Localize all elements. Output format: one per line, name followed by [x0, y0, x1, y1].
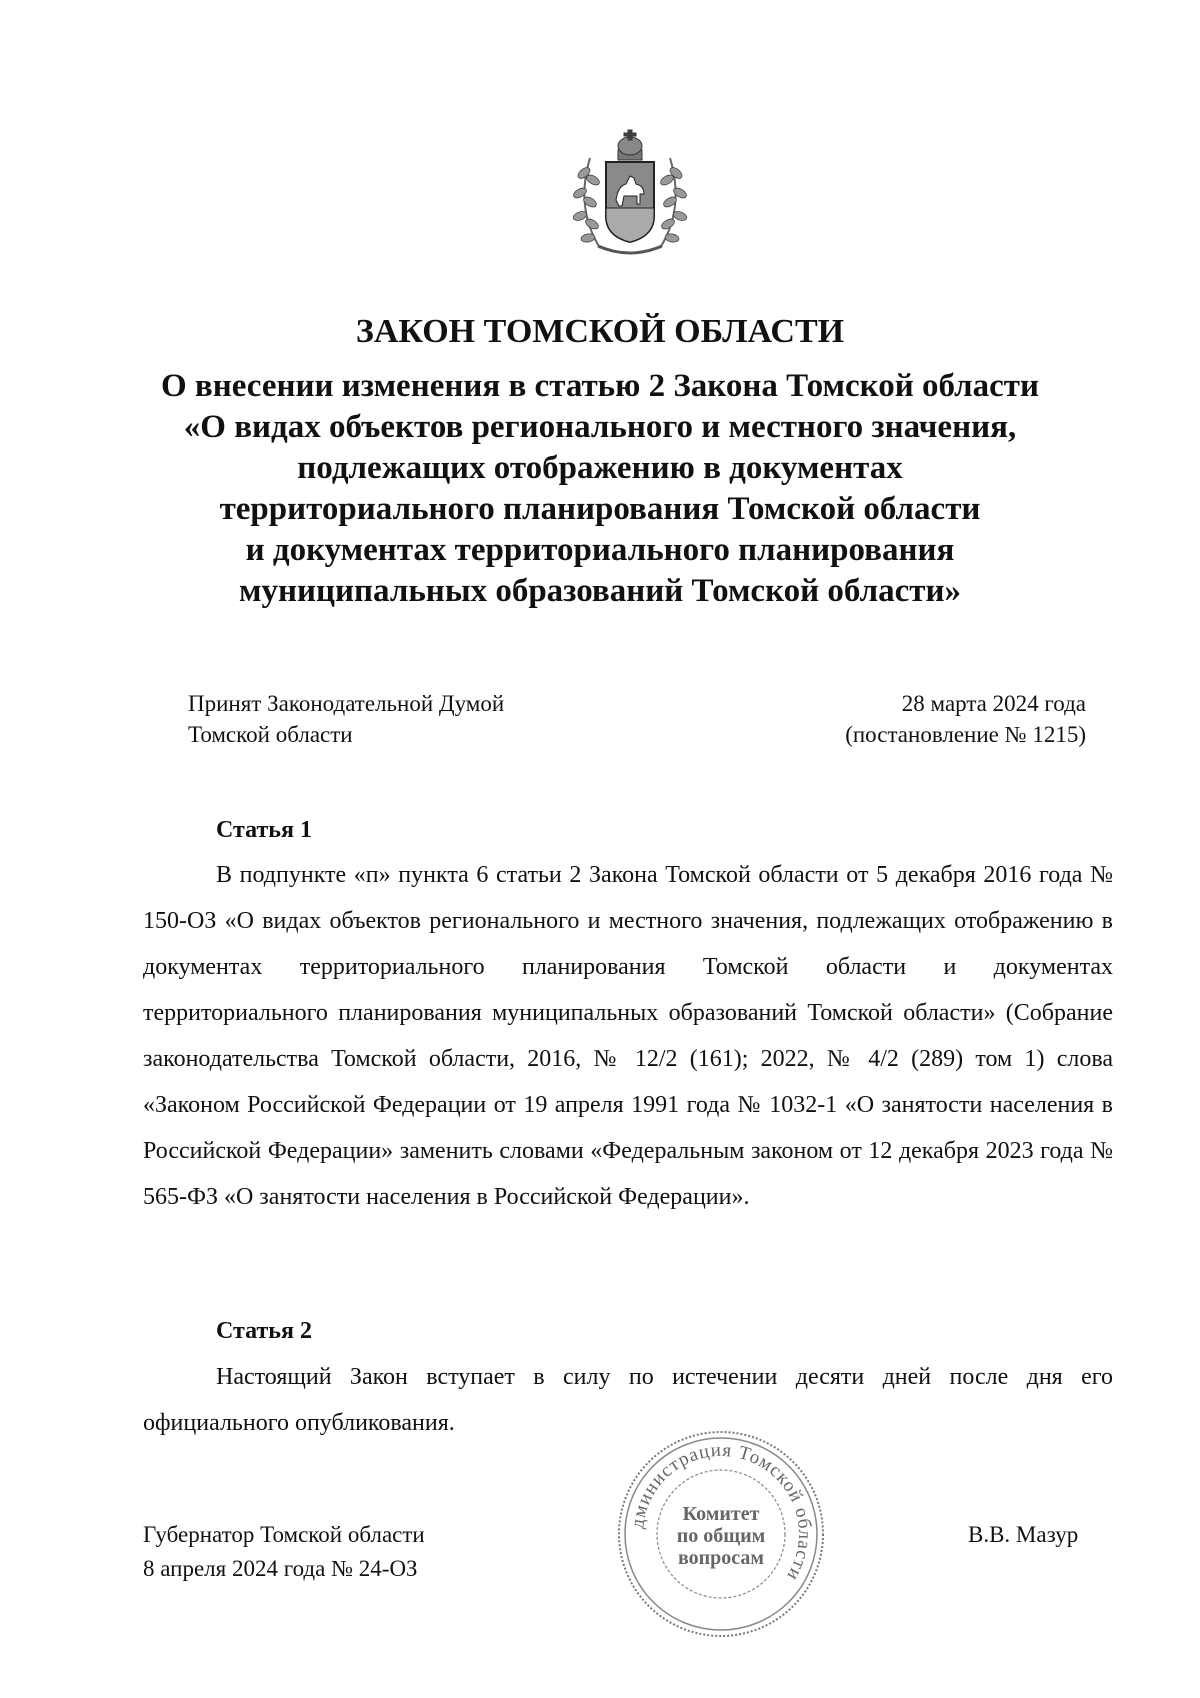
official-stamp	[615, 1428, 827, 1640]
stamp-center-line: вопросам	[677, 1547, 765, 1569]
subtitle-line: территориального планирования Томской области	[219, 491, 981, 527]
stamp-ring-text: дминистрация Томской области	[627, 1439, 816, 1585]
adoption-body	[188, 688, 504, 750]
law-date-number: 8 апреля 2024 года № 24-ОЗ	[143, 1556, 418, 1581]
article-1-heading: Статья 1	[216, 817, 312, 843]
subtitle-line: и документах территориального планирования	[245, 532, 955, 568]
signatory-name: В.В. Мазур	[968, 1522, 1079, 1547]
subtitle-line: муниципальных образований Томской области»	[239, 573, 961, 609]
adoption-body-line: Принят Законодательной Думой	[188, 691, 505, 716]
signature-block	[143, 1518, 425, 1586]
subtitle-line: О внесении изменения в статью 2 Закона Томской области	[160, 368, 1040, 404]
adoption-body-line: Томской области	[188, 722, 353, 747]
subtitle-line: подлежащих отображению в документах	[297, 450, 903, 486]
subtitle-line: «О видах объектов регионального и местного значения,	[183, 409, 1017, 445]
coat-of-arms-icon	[560, 128, 700, 262]
document-subtitle	[100, 366, 1100, 612]
adoption-date-line: 28 марта 2024 года	[901, 691, 1086, 716]
article-2-heading: Статья 2	[216, 1318, 312, 1344]
adoption-date	[845, 688, 1086, 750]
stamp-center-line: Комитет	[682, 1503, 760, 1525]
article-2-text: Настоящий Закон вступает в силу по истечении десяти дней после дня его официального опубликования.	[143, 1364, 1113, 1436]
stamp-center-line: по общим	[676, 1525, 766, 1547]
document-title: ЗАКОН ТОМСКОЙ ОБЛАСТИ	[355, 313, 845, 350]
signatory-position: Губернатор Томской области	[143, 1522, 425, 1547]
article-1-text: В подпункте «п» пункта 6 статьи 2 Закона Томской области от 5 декабря 2016 года № 150-ОЗ «О видах объектов регионального и местного значения, подлежащих отображению в документах территориального планирования Томской области и документах территориального планирования муниципальных образований Томской области» (Собрание законодательства Томской области, 2016, № 12/2 (161); 2022, № 4/2 (289) том 1) слова «Законом Российской Федерации от 19 апреля 1991 года № 1032-1 «О занятости населения в Российской Федерации» заменить словами «Федеральным законом от 12 декабря 2023 года № 565-ФЗ «О занятости населения в Российской Федерации».	[143, 862, 1113, 1210]
adoption-resolution-line: (постановление № 1215)	[845, 722, 1086, 747]
